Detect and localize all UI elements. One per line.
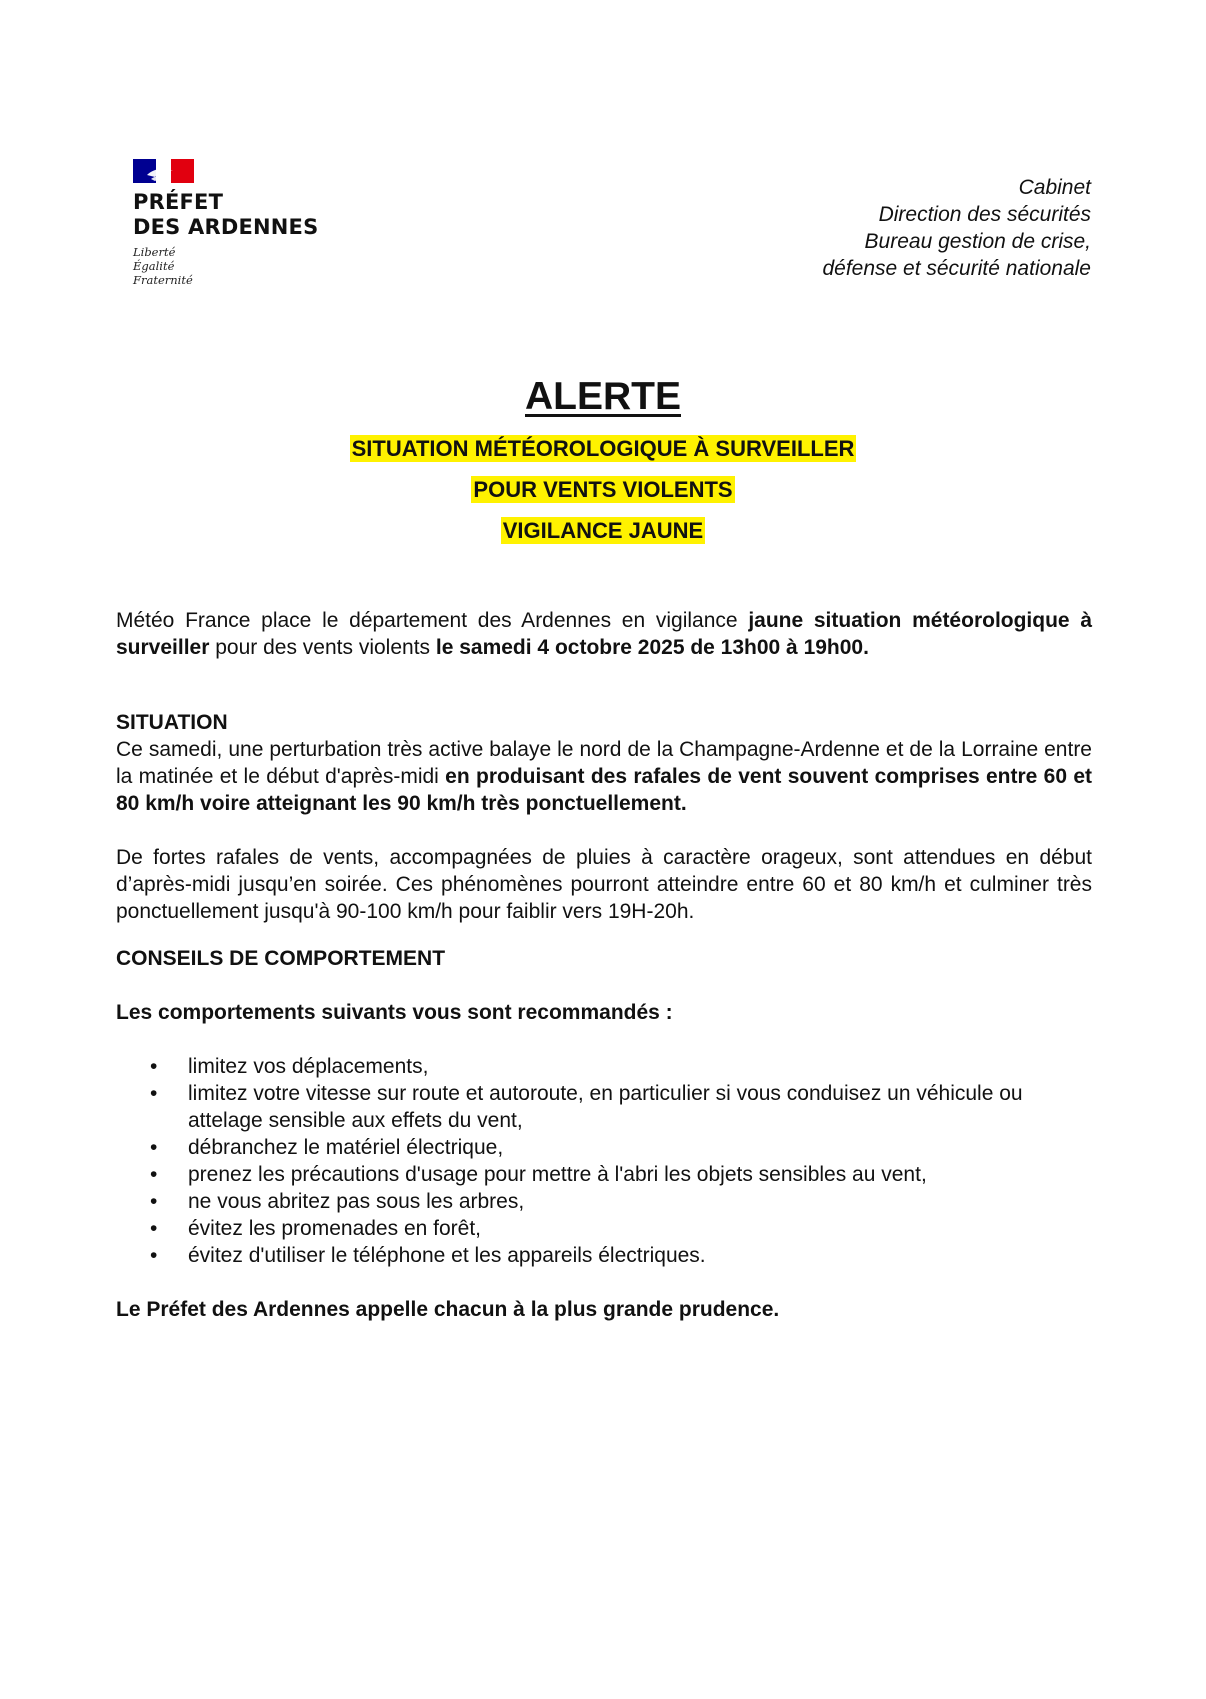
list-item xyxy=(116,1161,1092,1188)
situation-heading: SITUATION xyxy=(116,711,228,734)
intro-bold-date: le samedi 4 octobre 2025 de 13h00 à 19h00. xyxy=(435,636,869,659)
alert-subtitle-winds: POUR VENTS VIOLENTS xyxy=(473,477,733,502)
list-item-text: limitez vos déplacements, xyxy=(188,1055,429,1078)
list-item xyxy=(116,1080,1092,1134)
situation-paragraph-2: De fortes rafales de vents, accompagnées de pluies à caractère orageux, sont attendues en début d’après-midi jusqu’en soirée. Ces phénomènes pourront atteindre entre 60 et 80 km/h et culminer très ponctuellement jusqu'à 90-100 km/h pour faiblir vers 19H-20h. xyxy=(116,846,1092,923)
list-item xyxy=(116,1188,1092,1215)
service-line: Bureau gestion de crise, xyxy=(864,230,1091,253)
logo-title-line1: PRÉFET xyxy=(133,190,224,214)
situation-bold-text: en produisant des rafales de vent souvent comprises entre 60 et 80 km/h voire atteignant les 90 km/h très ponctuellement. xyxy=(116,765,1093,815)
list-item-text: évitez les promenades en forêt, xyxy=(188,1217,481,1240)
bullet-icon: • xyxy=(150,1163,158,1186)
bullet-icon: • xyxy=(150,1190,158,1213)
republic-motto xyxy=(133,245,333,287)
bullet-icon: • xyxy=(150,1082,158,1105)
alert-subtitle-situation: SITUATION MÉTÉOROLOGIQUE À SURVEILLER xyxy=(351,436,855,461)
situation-text: Ce samedi, une perturbation très active balaye le nord de la Champagne-Ardenne et de la Lorraine entre la matinée et le début d'après-midi xyxy=(116,738,1092,788)
service-line: Direction des sécurités xyxy=(878,203,1091,226)
list-item xyxy=(116,1242,1092,1269)
list-item-text: prenez les précautions d'usage pour mettre à l'abri les objets sensibles au vent, xyxy=(188,1163,927,1186)
motto-liberte: Liberté xyxy=(133,245,176,259)
marianne-flag-icon xyxy=(133,159,194,183)
bullet-icon: • xyxy=(150,1244,158,1267)
list-item-text: ne vous abritez pas sous les arbres, xyxy=(188,1190,525,1213)
list-item xyxy=(116,1134,1092,1161)
alert-title: ALERTE xyxy=(525,375,681,418)
service-line: défense et sécurité nationale xyxy=(822,257,1091,280)
situation-paragraph-1 xyxy=(116,736,1092,817)
bullet-icon: • xyxy=(150,1217,158,1240)
intro-paragraph xyxy=(116,607,1092,661)
alert-subtitle-vigilance: VIGILANCE JAUNE xyxy=(502,518,704,543)
closing-statement: Le Préfet des Ardennes appelle chacun à la plus grande prudence. xyxy=(116,1298,780,1321)
intro-text: pour des vents violents xyxy=(209,636,436,659)
list-item xyxy=(116,1053,1092,1080)
intro-bold-vigilance: jaune situation météorologique à surveiller xyxy=(116,609,1092,659)
motto-egalite: Égalité xyxy=(133,259,175,273)
intro-text: Météo France place le département des Ardennes en vigilance xyxy=(116,609,749,632)
service-line: Cabinet xyxy=(1018,176,1091,199)
list-item-text: débranchez le matériel électrique, xyxy=(188,1136,504,1159)
prefecture-logo xyxy=(133,159,333,287)
conseils-heading: CONSEILS DE COMPORTEMENT xyxy=(116,947,446,970)
issuing-service xyxy=(822,174,1091,282)
logo-title-line2: DES ARDENNES xyxy=(133,215,319,239)
bullet-icon: • xyxy=(150,1055,158,1078)
list-item-text: évitez d'utiliser le téléphone et les appareils électriques. xyxy=(188,1244,706,1267)
list-item xyxy=(116,1215,1092,1242)
conseils-intro: Les comportements suivants vous sont recommandés : xyxy=(116,1001,673,1024)
motto-fraternite: Fraternité xyxy=(133,273,193,287)
alert-title-block xyxy=(0,374,1206,551)
list-item-text: limitez votre vitesse sur route et autoroute, en particulier si vous conduisez un véhicule ou attelage sensible aux effets du vent, xyxy=(188,1082,1023,1132)
advice-list xyxy=(116,1053,1092,1269)
bullet-icon: • xyxy=(150,1136,158,1159)
document-body xyxy=(116,607,1092,1323)
